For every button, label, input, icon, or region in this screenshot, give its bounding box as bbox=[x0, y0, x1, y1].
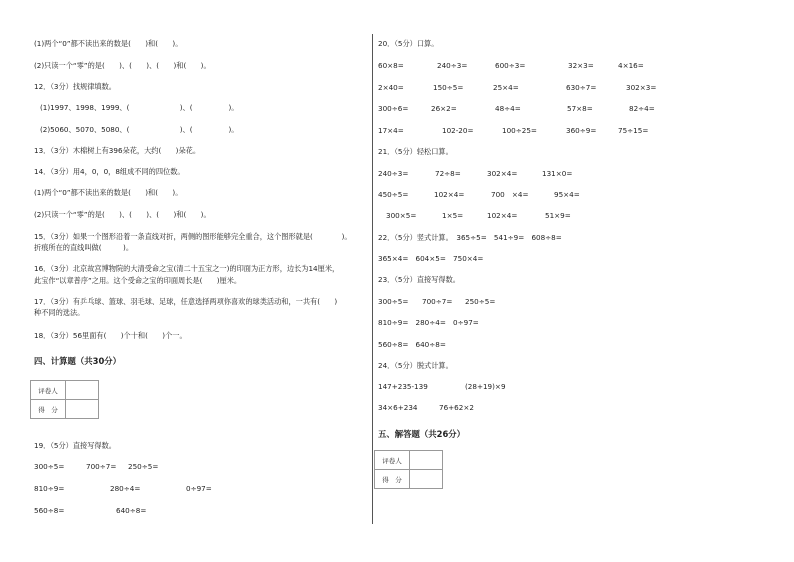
q20-item: 302×3= bbox=[626, 83, 657, 92]
q21-item: 72÷8= bbox=[435, 169, 461, 178]
q20-item: 75÷15= bbox=[618, 126, 649, 135]
q20-title: 20．（5分）口算。 bbox=[378, 39, 439, 48]
q23-item: 300÷5= bbox=[378, 297, 409, 306]
q24-item: 34×6+234 bbox=[378, 403, 418, 412]
q19-item: 810÷9= bbox=[34, 484, 65, 493]
q19-item: 700÷7= bbox=[86, 462, 117, 471]
q23-item: 700÷7= bbox=[422, 297, 453, 306]
q19-title: 19．（5分）直接写得数。 bbox=[34, 441, 116, 450]
q21-item: 51×9= bbox=[545, 211, 571, 220]
q21-item: 240÷3= bbox=[378, 169, 409, 178]
q21-item: 450÷5= bbox=[378, 190, 409, 199]
q19-item: 560÷8= bbox=[34, 506, 65, 515]
q23-item: 250÷5= bbox=[465, 297, 496, 306]
q11-sub2: (2)只读一个“零”的是( )、( )、( )和( )。 bbox=[34, 61, 211, 70]
q24-title: 24．（5分）脱式计算。 bbox=[378, 361, 453, 370]
score-cell-grader[interactable] bbox=[66, 381, 99, 400]
q20-item: 25×4= bbox=[493, 83, 519, 92]
section-4-title: 四、计算题（共30分） bbox=[34, 356, 122, 366]
q20-item: 630÷7= bbox=[566, 83, 597, 92]
q14-title: 14．（3分）用4，0，0，8组成不同的四位数。 bbox=[34, 167, 185, 176]
q20-item: 2×40= bbox=[378, 83, 404, 92]
q12-title: 12．（3分）找规律填数。 bbox=[34, 82, 116, 91]
q21-item: 1×5= bbox=[442, 211, 464, 220]
score-cell-grader[interactable] bbox=[410, 451, 443, 470]
score-label-score: 得 分 bbox=[375, 470, 410, 489]
q20-item: 32×3= bbox=[568, 61, 594, 70]
q13: 13．（3分）木棉树上有396朵花，大约( )朵花。 bbox=[34, 146, 201, 155]
q15-line1: 15．（3分）如果一个图形沿着一条直线对折，两侧的图形能够完全重合，这个图形就是( )。 bbox=[34, 232, 352, 241]
score-table-left bbox=[30, 380, 99, 419]
q20-item: 26×2= bbox=[431, 104, 457, 113]
q21-item: 102×4= bbox=[487, 211, 518, 220]
q22-title: 22．（5分）竖式计算。 365÷5= 541÷9= 608÷8= bbox=[378, 233, 562, 242]
section-5-title: 五、解答题（共26分） bbox=[378, 429, 466, 439]
score-label-grader: 评卷人 bbox=[375, 451, 410, 470]
q16-line2: 此宝作“以章普序”之用。这个受命之宝的印面周长是( )厘米。 bbox=[34, 276, 242, 285]
column-divider bbox=[372, 34, 373, 524]
q23-row: 810÷9= 280÷4= 0÷97= bbox=[378, 318, 479, 327]
q21-item: 700 ×4= bbox=[491, 190, 529, 199]
q20-item: 82÷4= bbox=[629, 104, 655, 113]
q20-item: 240÷3= bbox=[437, 61, 468, 70]
q20-item: 57×8= bbox=[567, 104, 593, 113]
q19-item: 250÷5= bbox=[128, 462, 159, 471]
q14-sub2: (2)只读一个“零”的是( )、( )、( )和( )。 bbox=[34, 210, 211, 219]
q21-item: 300×5= bbox=[386, 211, 417, 220]
q19-item: 280÷4= bbox=[110, 484, 141, 493]
q20-item: 360÷9= bbox=[566, 126, 597, 135]
q20-item: 60×8= bbox=[378, 61, 404, 70]
score-cell-score[interactable] bbox=[66, 400, 99, 419]
q15-line2: 折痕所在的直线叫做( )。 bbox=[34, 243, 134, 252]
q23-title: 23．（5分）直接写得数。 bbox=[378, 275, 460, 284]
q21-item: 131×0= bbox=[542, 169, 573, 178]
q24-item: (28+19)×9 bbox=[465, 382, 506, 391]
score-label-grader: 评卷人 bbox=[31, 381, 66, 400]
q17-line1: 17．（3分）有乒乓球、篮球、羽毛球、足球，任意选择两项你喜欢的球类活动和，一共有( ) bbox=[34, 297, 338, 306]
q11-sub1: (1)两个“0”都不读出来的数是( )和( )。 bbox=[34, 39, 183, 48]
q14-sub1: (1)两个“0”都不读出来的数是( )和( )。 bbox=[34, 188, 183, 197]
q12-line2: (2)5060、5070、5080、( )、( )。 bbox=[40, 125, 239, 134]
q20-item: 600÷3= bbox=[495, 61, 526, 70]
q19-item: 300÷5= bbox=[34, 462, 65, 471]
q20-item: 4×16= bbox=[618, 61, 644, 70]
q20-item: 102-20= bbox=[442, 126, 474, 135]
q22-row: 365×4= 604×5= 750×4= bbox=[378, 254, 484, 263]
q24-item: 76+62×2 bbox=[439, 403, 474, 412]
q21-title: 21．（5分）轻松口算。 bbox=[378, 147, 453, 156]
q19-item: 640÷8= bbox=[116, 506, 147, 515]
q21-item: 302×4= bbox=[487, 169, 518, 178]
q16-line1: 16．（3分）北京故宫博物院的大清受命之宝(清二十五宝之一)的印面为正方形，边长为14厘米， bbox=[34, 264, 340, 273]
q20-item: 150÷5= bbox=[433, 83, 464, 92]
q17-line2: 种不同的选法。 bbox=[34, 308, 85, 317]
score-table-right bbox=[374, 450, 443, 489]
score-cell-score[interactable] bbox=[410, 470, 443, 489]
q20-item: 300÷6= bbox=[378, 104, 409, 113]
q12-line1: (1)1997、1998、1999、( )、( )。 bbox=[40, 103, 239, 112]
q20-item: 100÷25= bbox=[502, 126, 537, 135]
q21-item: 95×4= bbox=[554, 190, 580, 199]
q20-item: 17×4= bbox=[378, 126, 404, 135]
score-label-score: 得 分 bbox=[31, 400, 66, 419]
q18: 18．（3分）56里面有( )个十和( )个一。 bbox=[34, 331, 187, 340]
q20-item: 48÷4= bbox=[495, 104, 521, 113]
q21-item: 102×4= bbox=[434, 190, 465, 199]
q23-row: 560÷8= 640÷8= bbox=[378, 340, 446, 349]
q24-item: 147+235-139 bbox=[378, 382, 428, 391]
q19-item: 0÷97= bbox=[186, 484, 212, 493]
